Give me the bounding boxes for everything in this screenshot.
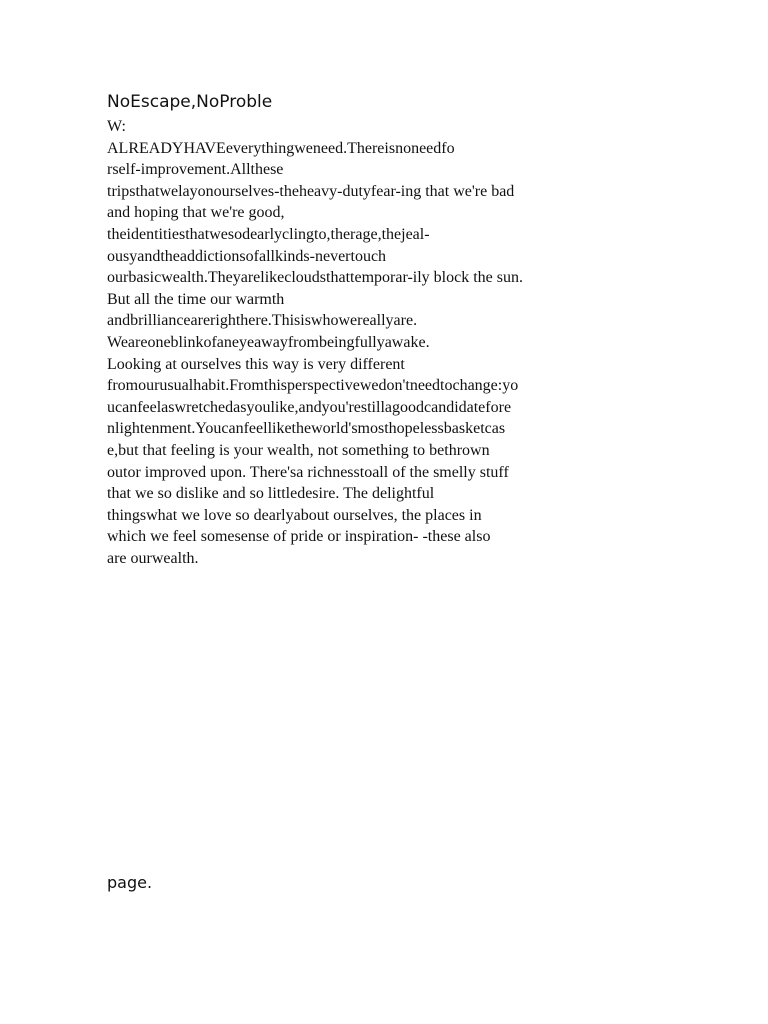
- body-line: are ourwealth.: [107, 549, 199, 567]
- body-line: ucanfeelaswretchedasyoulike,andyou'restillagoodcandidatefore: [107, 398, 512, 416]
- body-line: ourbasicwealth.Theyarelikecloudsthattemporar-ily block the sun.: [107, 269, 523, 287]
- body-line: Weareoneblinkofaneyeawayfrombeingfullyawake.: [107, 333, 430, 351]
- body-line: tripsthatwelayonourselves-theheavy-dutyfear-ing that we're bad: [107, 182, 515, 200]
- body-line: thingswhat we love so dearlyabout ourselves, the places in: [107, 506, 482, 524]
- document-body: [107, 116, 547, 569]
- body-line: and hoping that we're good,: [107, 204, 285, 222]
- body-line: nlightenment.Youcanfeelliketheworld'smosthopelessbasketcas: [107, 420, 506, 438]
- body-line: andbrilliancearerighthere.Thisiswhowereallyare.: [107, 312, 418, 330]
- body-line: fromourusualhabit.Fromthisperspectivewedon'tneedtochange:yo: [107, 377, 519, 395]
- page-footer: page.: [107, 873, 153, 892]
- body-line: which we feel somesense of pride or inspiration- -these also: [107, 528, 491, 546]
- body-line: rself-improvement.Allthese: [107, 161, 284, 179]
- body-line: that we so dislike and so littledesire. The delightful: [107, 485, 435, 503]
- body-line: ousyandtheaddictionsofallkinds-nevertouch: [107, 247, 387, 265]
- body-line: ALREADYHAVEeverythingweneed.Thereisnoneedfo: [107, 139, 455, 157]
- body-line: outor improved upon. There'sa richnesstoall of the smelly stuff: [107, 463, 509, 481]
- body-line: Looking at ourselves this way is very different: [107, 355, 405, 373]
- body-line: theidentitiesthatwesodearlyclingto,therage,thejeal-: [107, 225, 430, 243]
- document-title: NoEscape,NoProble: [107, 92, 273, 112]
- body-line: W:: [107, 118, 126, 135]
- body-line: e,but that feeling is your wealth, not something to bethrown: [107, 441, 490, 459]
- body-line: But all the time our warmth: [107, 290, 285, 308]
